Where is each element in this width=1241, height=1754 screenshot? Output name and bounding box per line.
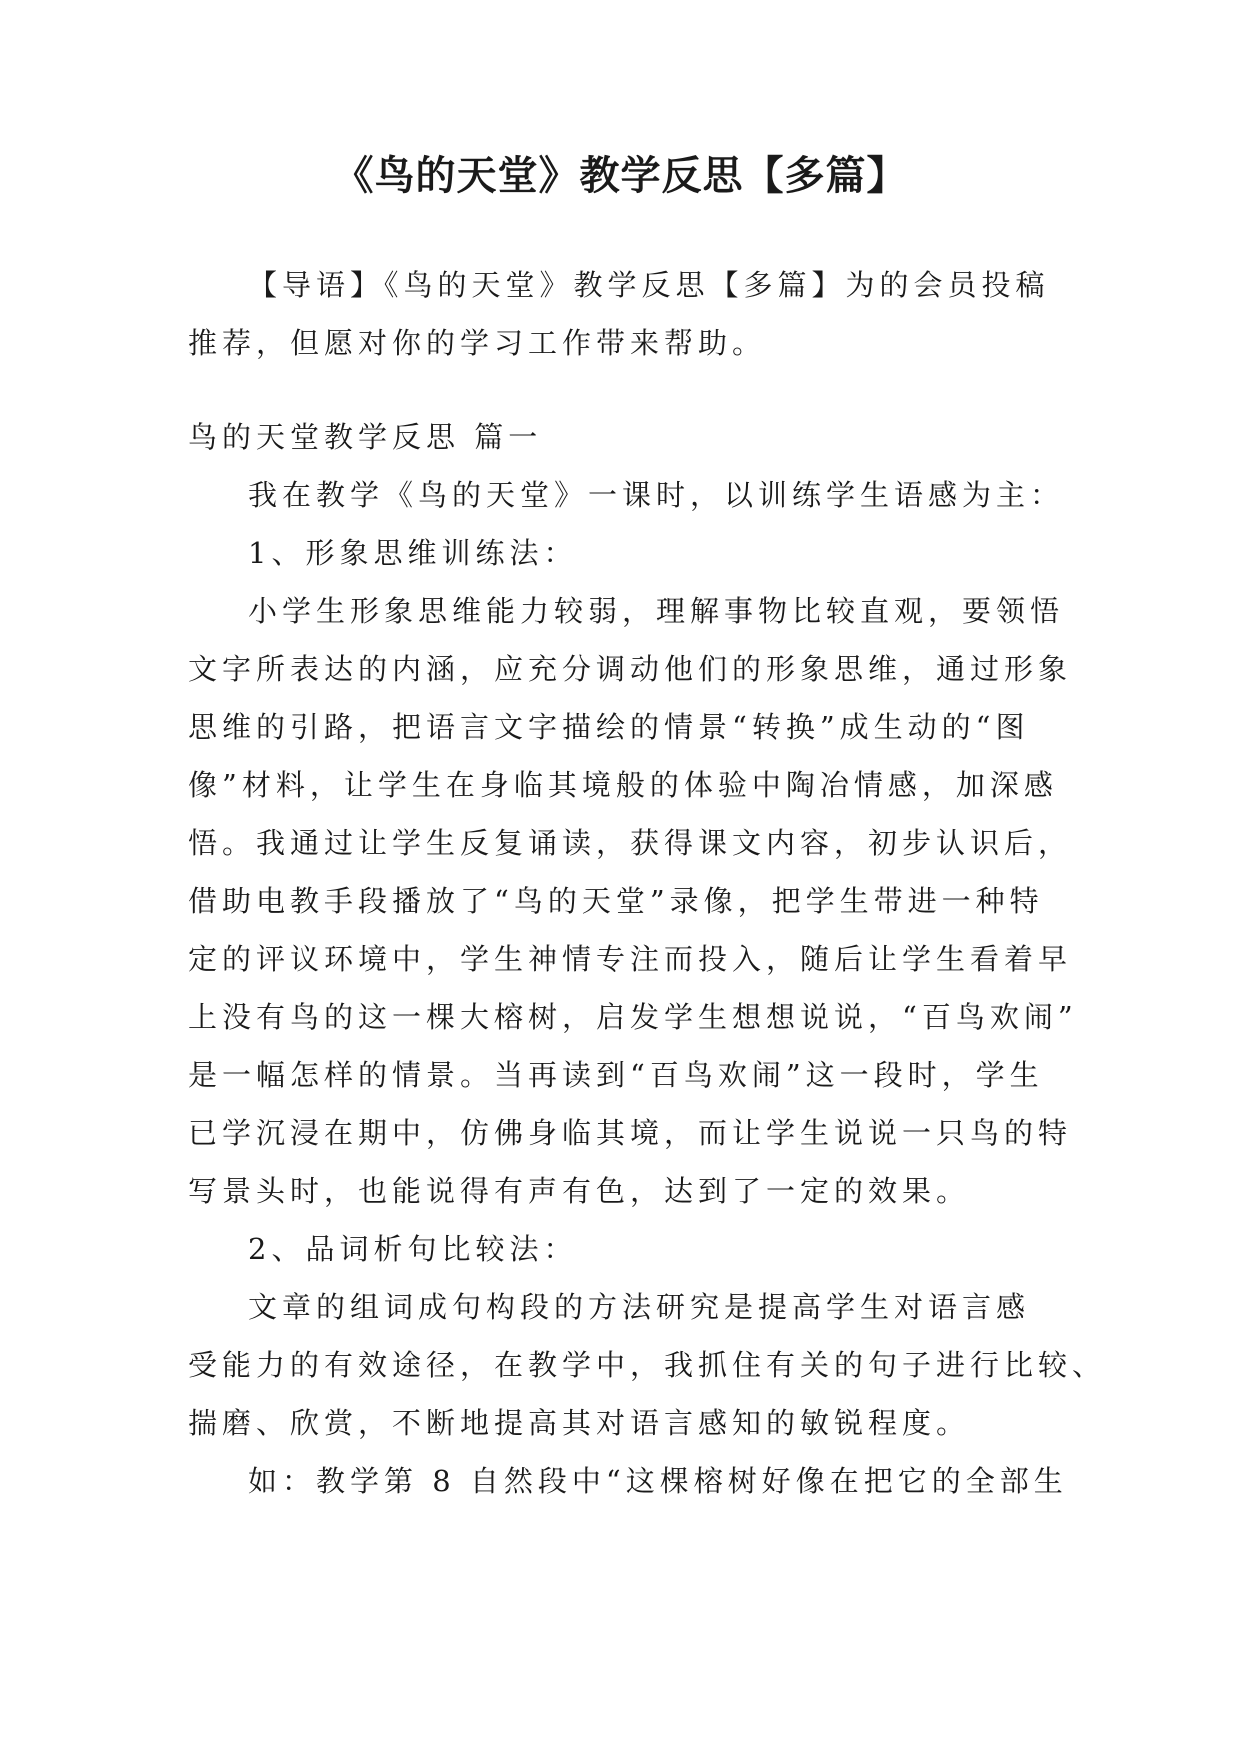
text-line: 1、形象思维训练法：	[248, 536, 578, 570]
text-line: 思维的引路，把语言文字描绘的情景“转换”成生动的“图	[188, 710, 1030, 744]
section-body	[188, 408, 1107, 1510]
text-line: 是一幅怎样的情景。当再读到“百鸟欢闹”这一段时，学生	[188, 1058, 1044, 1092]
section-heading: 鸟的天堂教学反思 篇一	[188, 420, 543, 454]
document-title: 《鸟的天堂》教学反思【多篇】	[333, 153, 908, 199]
text-line: 小学生形象思维能力较弱，理解事物比较直观，要领悟	[248, 594, 1065, 628]
text-line: 像”材料，让学生在身临其境般的体验中陶冶情感，加深感	[188, 768, 1058, 802]
text-line: 借助电教手段播放了“鸟的天堂”录像，把学生带进一种特	[188, 884, 1044, 918]
intro-paragraph	[188, 256, 1058, 372]
intro-line: 【导语】《鸟的天堂》教学反思【多篇】为的会员投稿	[248, 268, 1050, 302]
text-line: 文字所表达的内涵，应充分调动他们的形象思维，通过形象	[188, 652, 1073, 686]
text-line: 2、品词析句比较法：	[248, 1232, 578, 1266]
text-line: 受能力的有效途径，在教学中，我抓住有关的句子进行比较、	[188, 1348, 1107, 1382]
text-line: 写景头时，也能说得有声有色，达到了一定的效果。	[188, 1174, 971, 1208]
text-line: 上没有鸟的这一棵大榕树，启发学生想想说说，“百鸟欢闹”	[188, 1000, 1078, 1034]
text-line: 我在教学《鸟的天堂》一课时，以训练学生语感为主：	[248, 478, 1065, 512]
intro-line: 推荐，但愿对你的学习工作带来帮助。	[188, 326, 767, 360]
text-line: 揣磨、欣赏，不断地提高其对语言感知的敏锐程度。	[188, 1406, 971, 1440]
text-line: 已学沉浸在期中，仿佛身临其境，而让学生说说一只鸟的特	[188, 1116, 1073, 1150]
text-line: 如：教学第 8 自然段中“这棵榕树好像在把它的全部生	[248, 1464, 1068, 1498]
text-line: 文章的组词成句构段的方法研究是提高学生对语言感	[248, 1290, 1031, 1324]
text-line: 定的评议环境中，学生神情专注而投入，随后让学生看着早	[188, 942, 1073, 976]
text-line: 悟。我通过让学生反复诵读，获得课文内容，初步认识后，	[188, 826, 1073, 860]
